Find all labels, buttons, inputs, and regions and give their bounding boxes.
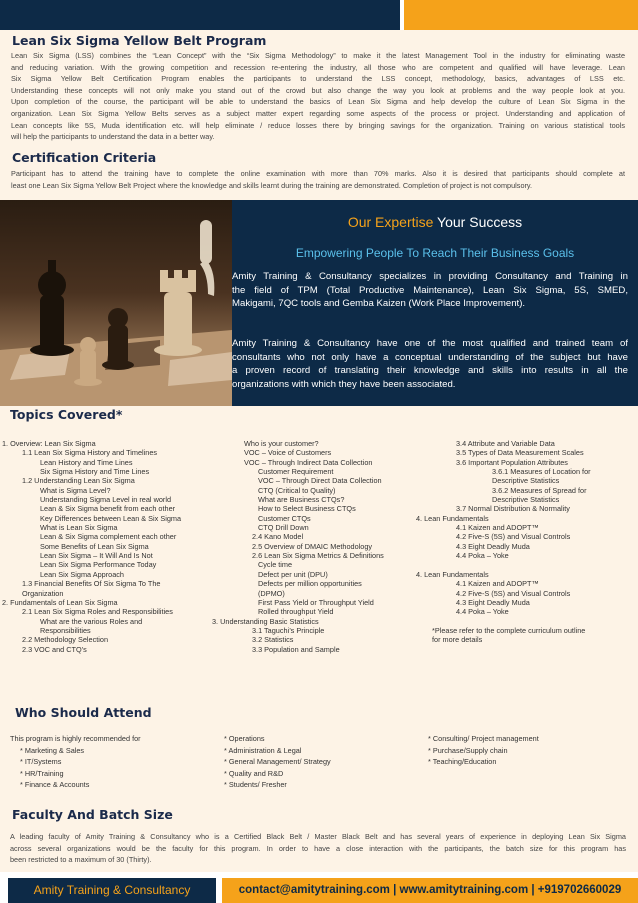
audience-item: * Administration & Legal xyxy=(224,745,302,755)
topic-line: Customer Requirement xyxy=(258,467,334,477)
topics-heading: Topics Covered* xyxy=(10,407,123,422)
audience-item: * Students/ Fresher xyxy=(224,780,287,789)
audience-item: * Teaching/Education xyxy=(428,757,497,766)
expertise-subtitle: Empowering People To Reach Their Business Goals xyxy=(295,246,575,260)
program-text-line: Six Sigma Yellow Belt Certification Program enables the participants to understand the LSS concept, methodology, basics, advantages of LSS etc. xyxy=(11,74,625,84)
expertise-paragraph-1 xyxy=(232,270,628,311)
expertise-title-rest: Your Success xyxy=(433,214,523,230)
topic-line: 2.1 Lean Six Sigma Roles and Responsibilities xyxy=(22,607,173,617)
who-should-attend-column-1 xyxy=(10,733,141,791)
topic-line: *Please refer to the complete curriculum outline xyxy=(432,625,586,635)
topic-line: Responsibilities xyxy=(40,625,91,635)
audience-item: * Quality and R&D xyxy=(224,768,284,778)
faculty-text xyxy=(10,831,626,866)
topic-line: What are Business CTQs? xyxy=(258,495,345,505)
expertise-text-line: Amity Training & Consultancy have one of the most qualified and trained team of xyxy=(232,338,628,349)
topic-line: 2.3 VOC and CTQ’s xyxy=(22,644,87,654)
program-text-line: Lean concepts like 5S, Muda identification etc. will help eliminate / reduce losses there by bringing savings for the organization. Training on various statistical tools xyxy=(11,120,625,130)
topic-line: 1.3 Financial Benefits Of Six Sigma To The xyxy=(22,579,161,589)
expertise-banner xyxy=(0,200,638,406)
top-bar-navy xyxy=(0,0,400,30)
topic-line: Lean Six Sigma Approach xyxy=(40,569,124,579)
topic-line: First Pass Yield or Throughput Yield xyxy=(258,597,374,607)
program-text-line: will help the participants to understand the data in a better way. xyxy=(11,132,215,142)
topic-line: 3.4 Attribute and Variable Data xyxy=(456,439,555,448)
faculty-text-line: A leading faculty of Amity Training & Consultancy who is a Certified Black Belt / Master Black Belt and has several years of experience in deploying Lean Six Sigma xyxy=(10,832,626,841)
audience-item: * General Management/ Strategy xyxy=(224,757,331,766)
topic-line: 4.4 Poka – Yoke xyxy=(456,607,509,617)
topic-line: 4.2 Five-S (5S) and Visual Controls xyxy=(456,588,571,598)
topic-line: Organization xyxy=(22,588,64,598)
who-should-attend-column-2 xyxy=(224,733,331,791)
footer-bar xyxy=(0,872,638,903)
topic-line xyxy=(416,617,591,626)
faculty-heading: Faculty And Batch Size xyxy=(12,807,173,822)
topic-line: Descriptive Statistics xyxy=(492,495,560,505)
program-text-line: Upon completion of the course, the participant will be able to understand the basics of Lean Six Sigma and help develop the culture of Lean Six Sigma in the xyxy=(11,97,625,107)
expertise-title xyxy=(232,214,638,230)
audience-item: This program is highly recommended for xyxy=(10,734,141,743)
topic-line: 4.4 Poka – Yoke xyxy=(456,551,509,561)
audience-item: * Purchase/Supply chain xyxy=(428,745,508,755)
topic-line xyxy=(416,560,591,569)
who-should-attend-heading: Who Should Attend xyxy=(15,705,152,720)
topic-line: What are the various Roles and xyxy=(40,616,143,626)
topic-line: 1. Overview: Lean Six Sigma xyxy=(2,439,96,448)
expertise-text-line: organizations with which they have been associated. xyxy=(232,378,456,390)
topic-line: 4. Lean Fundamentals xyxy=(416,513,489,523)
topic-line: Some Benefits of Lean Six Sigma xyxy=(40,541,149,551)
topic-line: What is Lean Six Sigma xyxy=(40,523,118,533)
topic-line: 4.2 Five-S (5S) and Visual Controls xyxy=(456,532,571,542)
topic-line: Defects per million opportunities xyxy=(258,579,362,589)
program-heading: Lean Six Sigma Yellow Belt Program xyxy=(12,33,267,48)
topic-line: (DPMO) xyxy=(258,588,285,598)
topic-line: 4.3 Eight Deadly Muda xyxy=(456,541,530,551)
topic-line: 2.6 Lean Six Sigma Metrics & Definitions xyxy=(252,551,384,561)
topic-line: VOC – Voice of Customers xyxy=(244,448,332,458)
topic-line: Lean Six Sigma – It Will And Is Not xyxy=(40,551,153,561)
expertise-text-line: a proven record of translating their knowledge and skills into results in all the xyxy=(232,365,628,377)
footer-contact[interactable]: contact@amitytraining.com | www.amitytraining.com | +919702660029 xyxy=(222,878,638,903)
top-bar-orange xyxy=(404,0,638,30)
topic-line: Defect per unit (DPU) xyxy=(258,569,328,579)
top-color-bar xyxy=(0,0,638,30)
topic-line: How to Select Business CTQs xyxy=(258,504,356,514)
topic-line: Who is your customer? xyxy=(244,439,319,448)
certification-heading: Certification Criteria xyxy=(12,150,157,165)
audience-item: * IT/Systems xyxy=(20,757,62,766)
expertise-text-line: Amity Training & Consultancy specializes in providing Consultancy and Training in xyxy=(232,271,628,282)
expertise-paragraph-2 xyxy=(232,337,628,391)
program-description xyxy=(11,50,625,143)
topic-line: Understanding Sigma Level in real world xyxy=(40,495,172,505)
topic-line: What is Sigma Level? xyxy=(40,485,111,495)
topic-line: 3.7 Normal Distribution & Normality xyxy=(456,504,570,514)
certification-text-line: least one Lean Six Sigma Yellow Belt Project where the knowledge and skills learnt during the training are demonstrated. Completion of project is not compulsory. xyxy=(11,180,533,190)
audience-item: * Finance & Accounts xyxy=(20,780,90,789)
faculty-text-line: across several organizations would be the faculty for this program. In order to have a close interaction with the participants, the batch size for this program has xyxy=(10,843,626,853)
topic-line: CTQ (Critical to Quality) xyxy=(258,485,336,495)
topic-line: 1.1 Lean Six Sigma History and Timelines xyxy=(22,448,158,458)
topic-line: Six Sigma History and Time Lines xyxy=(40,467,150,477)
topic-line: Descriptive Statistics xyxy=(492,476,560,486)
topic-line: VOC – Through Indirect Data Collection xyxy=(244,457,373,467)
topic-line: 1.2 Understanding Lean Six Sigma xyxy=(22,476,135,486)
audience-item: * HR/Training xyxy=(20,768,64,778)
topic-line: 4.1 Kaizen and ADOPT™ xyxy=(456,523,539,533)
program-text-line: and reducing variation. With the growing competition and recession re-entering the industry, all those who are competent and qualified will have leverage. Lean xyxy=(11,62,625,72)
topic-line: Customer CTQs xyxy=(258,513,311,523)
topic-line: 3.6.2 Measures of Spread for xyxy=(492,485,587,495)
topic-line: VOC – Through Direct Data Collection xyxy=(258,476,382,486)
topic-line: 3.6 Important Population Attributes xyxy=(456,457,568,467)
topics-column-1 xyxy=(2,439,181,654)
chess-pieces-illustration xyxy=(0,200,232,406)
program-text-line: Understanding these concepts will not only make you stand out of the crowd but also change the way you look at problems and the way people look at you. xyxy=(11,85,625,95)
certification-text xyxy=(11,168,625,191)
topic-line: Lean Six Sigma Performance Today xyxy=(40,560,157,570)
topic-line: 2. Fundamentals of Lean Six Sigma xyxy=(2,597,118,607)
topic-line: Cycle time xyxy=(258,560,293,570)
expertise-title-accent: Our Expertise xyxy=(347,214,434,230)
chess-image xyxy=(0,200,232,406)
topic-line: 3.5 Types of Data Measurement Scales xyxy=(456,448,584,458)
certification-text-line: Participant has to attend the training have to complete the online examination with more than 70% marks. Also it is desired that participants should complete at xyxy=(11,169,625,178)
topic-line: 2.4 Kano Model xyxy=(252,532,304,542)
topic-line: Lean History and Time Lines xyxy=(40,457,133,467)
topic-line: 3.3 Population and Sample xyxy=(252,644,340,654)
who-should-attend-column-3 xyxy=(428,733,539,768)
audience-item: * Operations xyxy=(224,734,265,743)
topic-line: 2.5 Overview of DMAIC Methodology xyxy=(252,541,373,551)
expertise-text-line: the field of TPM (Total Productive Maintenance), Lean Six Sigma, 5S, SMED, xyxy=(232,284,628,296)
topic-line: 3.6.1 Measures of Location for xyxy=(492,467,591,477)
topic-line: 4.1 Kaizen and ADOPT™ xyxy=(456,579,539,589)
topic-line: Lean & Six Sigma benefit from each other xyxy=(40,504,176,514)
topic-line: Lean & Six Sigma complement each other xyxy=(40,532,177,542)
topics-column-2 xyxy=(212,439,384,654)
topic-line: 4.3 Eight Deadly Muda xyxy=(456,597,530,607)
audience-item: * Marketing & Sales xyxy=(20,745,85,755)
topic-line: 3.2 Statistics xyxy=(252,635,294,645)
program-text-line: organization. Lean Six Sigma Yellow Belts serves as a subject matter expert regarding some aspects of the process or project. Understanding and application of xyxy=(11,108,625,118)
topic-line: 3. Understanding Basic Statistics xyxy=(212,616,319,626)
topic-line: Rolled throughput Yield xyxy=(258,607,334,617)
topic-line: CTQ Drill Down xyxy=(258,523,309,533)
topic-line: 2.2 Methodology Selection xyxy=(22,635,108,645)
footer-brand: Amity Training & Consultancy xyxy=(8,878,216,903)
faculty-text-line: been restricted to a maximum of 30 (Thirty). xyxy=(10,855,152,865)
audience-item: * Consulting/ Project management xyxy=(428,734,539,743)
topics-column-3 xyxy=(416,439,591,645)
topic-line: 3.1 Taguchi’s Principle xyxy=(252,625,325,635)
topic-line: for more details xyxy=(432,635,483,645)
expertise-text-line: consultants who not only have a conceptual understanding of the subject but have xyxy=(232,351,628,363)
topic-line: 4. Lean Fundamentals xyxy=(416,569,489,579)
program-text-line: Lean Six Sigma (LSS) combines the “Lean Concept” with the “Six Sigma Methodology” to make it the latest Management Tool in the industry for eliminating waste xyxy=(11,51,625,60)
expertise-text-line: Makigami, 7QC tools and Gemba Kaizen (Work Place Improvement). xyxy=(232,298,526,310)
topic-line: Key Differences between Lean & Six Sigma xyxy=(40,513,182,523)
